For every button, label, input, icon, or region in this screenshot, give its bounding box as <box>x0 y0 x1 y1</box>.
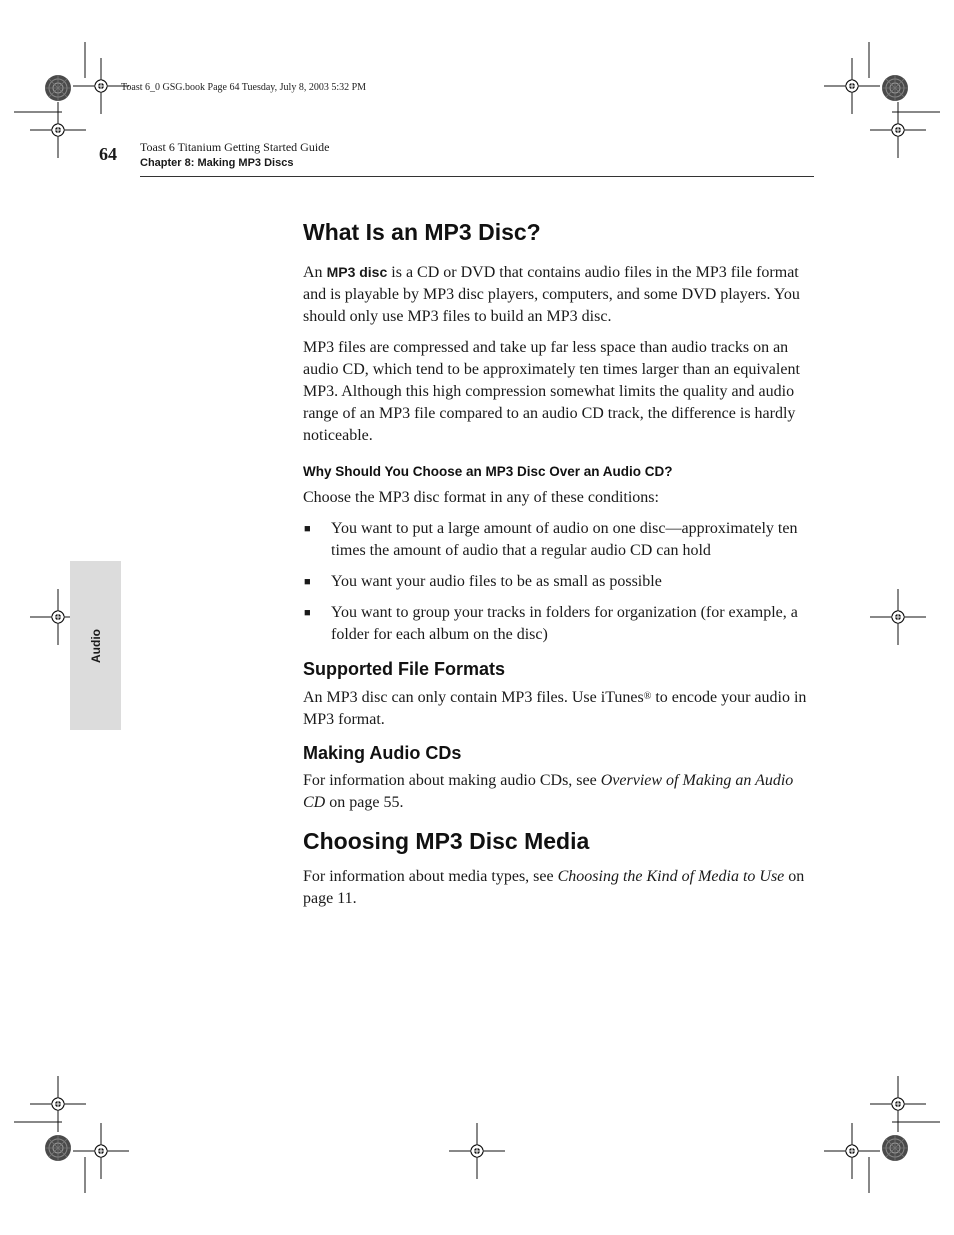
side-tab-label: Audio <box>88 628 103 663</box>
text-run: An <box>303 264 327 281</box>
paragraph-audio-cds <box>303 770 815 814</box>
heading-supported-formats: Supported File Formats <box>303 659 506 679</box>
bullet-glyph: ■ <box>304 576 311 588</box>
text-run: on page 55. <box>325 794 404 811</box>
registered-mark: ® <box>643 691 652 702</box>
term-mp3-disc: MP3 disc <box>326 264 388 280</box>
cross-reference-audio-cd[interactable]: Overview of Making an Audio CD <box>303 772 794 811</box>
text-run: An MP3 disc can only contain MP3 files. Use iTunes <box>303 689 644 706</box>
paragraph-conditions-intro: Choose the MP3 disc format in any of these conditions: <box>303 489 659 506</box>
text-run: on page 11. <box>303 868 805 907</box>
list-item <box>303 518 815 562</box>
running-header-chapter: Chapter 8: Making MP3 Discs <box>140 157 294 169</box>
list-item <box>303 602 815 646</box>
paragraph-mp3-definition <box>303 261 815 328</box>
heading-why-choose: Why Should You Choose an MP3 Disc Over an Audio CD? <box>303 464 673 479</box>
running-header-title: Toast 6 Titanium Getting Started Guide <box>140 140 330 154</box>
text-run: For information about making audio CDs, see <box>303 772 601 789</box>
paragraph-compression: MP3 files are compressed and take up far less space than audio tracks on an audio CD, which tend to be approximately ten times larger than an equivalent MP3. Although this high compression somewhat limits the quality and audio range of an MP3 file compared to an audio CD track, the difference is hardly noticeable. <box>303 339 800 444</box>
list-item <box>303 571 815 593</box>
list-item-text: You want to group your tracks in folders for organization (for example, a folder for each album on the disc) <box>331 604 798 643</box>
bullet-glyph: ■ <box>304 607 311 619</box>
text-run: For information about media types, see <box>303 868 558 885</box>
cross-reference-media[interactable]: Choosing the Kind of Media to Use <box>557 868 785 885</box>
section-side-tab <box>70 561 121 730</box>
paragraph-formats <box>303 686 815 731</box>
page-number: 64 <box>99 144 117 164</box>
heading-what-is-mp3-disc: What Is an MP3 Disc? <box>303 219 541 245</box>
text-run: to encode your audio in MP3 format. <box>303 689 807 728</box>
heading-choosing-media: Choosing MP3 Disc Media <box>303 828 590 854</box>
paragraph-media <box>303 866 815 910</box>
heading-making-audio-cds: Making Audio CDs <box>303 743 462 763</box>
bullet-glyph: ■ <box>304 523 311 535</box>
conditions-list <box>303 518 815 646</box>
list-item-text: You want to put a large amount of audio on one disc—approximately ten times the amount of audio that a regular audio CD can hold <box>331 520 798 559</box>
page-content <box>303 215 815 910</box>
header-rule <box>140 176 814 177</box>
print-slug: Toast 6_0 GSG.book Page 64 Tuesday, July 8, 2003 5:32 PM <box>121 82 367 93</box>
list-item-text: You want your audio files to be as small as possible <box>331 573 662 590</box>
text-run: is a CD or DVD that contains audio files in the MP3 file format and is playable by MP3 disc players, computers, and some DVD players. You should only use MP3 files to build an MP3 disc. <box>303 264 800 325</box>
